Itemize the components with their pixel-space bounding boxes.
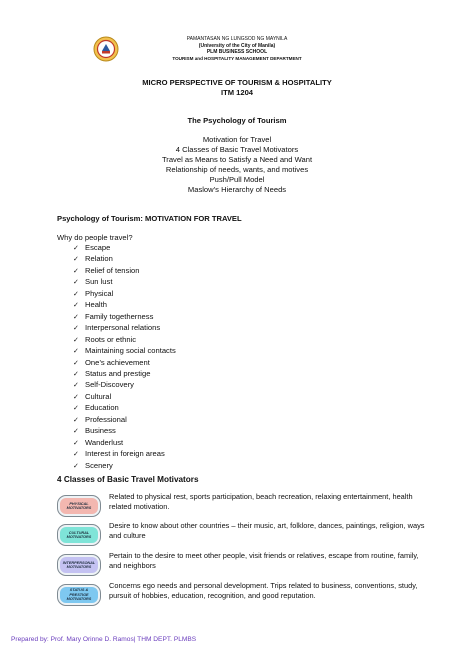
checkmark-icon: ✓: [73, 439, 79, 447]
checklist-item-label: Maintaining social contacts: [85, 346, 176, 356]
badge-label: MOTIVATORS: [66, 565, 92, 569]
badge-label: INTERPERSONAL: [62, 560, 96, 565]
motivator-row-interpersonal: [57, 551, 417, 579]
checkmark-icon: ✓: [73, 370, 79, 378]
course-code: ITM 1204: [220, 88, 254, 97]
checkmark-icon: ✓: [73, 267, 79, 275]
section-heading-motivators: 4 Classes of Basic Travel Motivators: [57, 475, 199, 484]
course-title: MICRO PERSPECTIVE OF TOURISM & HOSPITALITY: [142, 78, 332, 87]
checkmark-icon: ✓: [73, 336, 79, 344]
checklist-item-label: Relation: [85, 254, 113, 264]
university-name-english: (University of the City of Manila): [198, 42, 276, 49]
topic-outline: [0, 116, 474, 195]
outline-item: Relationship of needs, wants, and motives: [165, 165, 309, 174]
outline-item: Motivation for Travel: [202, 135, 272, 144]
checklist-item-label: Sun lust: [85, 277, 113, 287]
checklist-item: [73, 335, 176, 346]
checklist-item: [73, 426, 176, 437]
motivator-row-cultural: [57, 521, 425, 549]
checkmark-icon: ✓: [73, 382, 79, 390]
outline-item: Travel as Means to Satisfy a Need and Want: [161, 155, 313, 164]
checklist-item-label: Roots or ethnic: [85, 334, 137, 344]
checklist-item: [73, 266, 176, 277]
checklist-item: [73, 461, 176, 472]
checklist-item-label: Physical: [85, 288, 114, 298]
topic-outline-title: The Psychology of Tourism: [187, 116, 287, 125]
checklist-item: [73, 449, 176, 460]
checkmark-icon: ✓: [73, 405, 79, 413]
checklist-item: [73, 369, 176, 380]
prepared-by-footer: Prepared by: Prof. Mary Orinne D. Ramos| THM DEPT. PLMBS: [11, 636, 197, 643]
checklist-item: [73, 243, 176, 254]
checklist-item: [73, 358, 176, 369]
checkmark-icon: ✓: [73, 290, 79, 298]
checklist-item: [73, 277, 176, 288]
motivator-description: Desire to know about other countries – their music, art, folklore, dances, paintings, religion, ways and culture: [109, 521, 425, 541]
checklist-item: [73, 312, 176, 323]
checklist-item-label: Relief of tension: [85, 265, 140, 275]
checklist-item-label: Wanderlust: [85, 437, 124, 447]
badge-label: CULTURAL: [68, 530, 90, 535]
checklist-item-label: Self-Discovery: [85, 380, 134, 390]
checklist-item-label: One’s achievement: [85, 357, 150, 367]
status-prestige-motivators-badge: [57, 584, 101, 606]
checklist-item: [73, 346, 176, 357]
school-name: PLM BUSINESS SCHOOL: [206, 49, 268, 55]
motivator-description: Pertain to the desire to meet other people, visit friends or relatives, escape from routine, family, and neighbors: [109, 551, 419, 571]
physical-motivators-badge: [57, 495, 101, 517]
checklist-item-label: Scenery: [85, 460, 113, 470]
course-title-block: [0, 78, 474, 98]
checkmark-icon: ✓: [73, 256, 79, 264]
checklist-item-label: Escape: [85, 243, 111, 252]
cultural-motivators-badge: [57, 524, 101, 546]
checklist-item-label: Interest in foreign areas: [85, 449, 165, 459]
badge-label: MOTIVATORS: [66, 506, 92, 510]
section-heading-motivation: Psychology of Tourism: MOTIVATION FOR TRAVEL: [57, 214, 242, 223]
checklist-item-label: Interpersonal relations: [85, 323, 161, 333]
checkmark-icon: ✓: [73, 302, 79, 310]
checkmark-icon: ✓: [73, 313, 79, 321]
checklist-item: [73, 438, 176, 449]
checklist-item: [73, 300, 176, 311]
reasons-checklist: [73, 243, 176, 472]
checkmark-icon: ✓: [73, 279, 79, 287]
checkmark-icon: ✓: [73, 393, 79, 401]
checklist-item: [73, 289, 176, 300]
badge-label: PRESTIGE: [69, 592, 89, 597]
checklist-item: [73, 254, 176, 265]
motivator-description: Concerns ego needs and personal development. Trips related to business, conventions, study, pursuit of hobbies, education, recognition, and good reputation.: [109, 581, 418, 601]
checkmark-icon: ✓: [73, 451, 79, 459]
checklist-item: [73, 392, 176, 403]
outline-item: Maslow’s Hierarchy of Needs: [187, 185, 287, 194]
document-header: [0, 36, 474, 62]
checklist-item-label: Health: [85, 300, 107, 310]
outline-item: Push/Pull Model: [209, 175, 265, 184]
interpersonal-motivators-badge: [57, 554, 101, 576]
outline-item: 4 Classes of Basic Travel Motivators: [175, 145, 299, 154]
checklist-item-label: Status and prestige: [85, 368, 151, 378]
checklist-item-label: Family togetherness: [85, 311, 154, 321]
motivator-description: Related to physical rest, sports participation, beach recreation, relaxing entertainment, health related motivation.: [109, 492, 413, 512]
checkmark-icon: ✓: [73, 416, 79, 424]
checkmark-icon: ✓: [73, 462, 79, 470]
motivator-row-status-prestige: [57, 581, 417, 609]
badge-label: MOTIVATORS: [66, 535, 92, 539]
checklist-item-label: Business: [85, 426, 116, 436]
checklist-item-label: Cultural: [85, 391, 112, 401]
checkmark-icon: ✓: [73, 428, 79, 436]
checkmark-icon: ✓: [73, 245, 79, 252]
university-name: PAMANTASAN NG LUNGSOD NG MAYNILA: [186, 36, 288, 42]
checklist-item-label: Professional: [85, 414, 127, 424]
checklist-item: [73, 403, 176, 414]
department-name: TOURISM and HOSPITALITY MANAGEMENT DEPARTMENT: [172, 55, 302, 61]
checklist-item-label: Education: [85, 403, 119, 413]
checkmark-icon: ✓: [73, 348, 79, 356]
checkmark-icon: ✓: [73, 325, 79, 333]
checklist-item: [73, 415, 176, 426]
checklist-item: [73, 323, 176, 334]
motivator-row-physical: [57, 492, 417, 520]
badge-label: PHYSICAL: [69, 501, 89, 506]
checkmark-icon: ✓: [73, 359, 79, 367]
badge-label: MOTIVATORS: [66, 597, 92, 602]
section-question: Why do people travel?: [57, 233, 133, 242]
checklist-item: [73, 380, 176, 391]
badge-label: STATUS &: [69, 588, 89, 593]
